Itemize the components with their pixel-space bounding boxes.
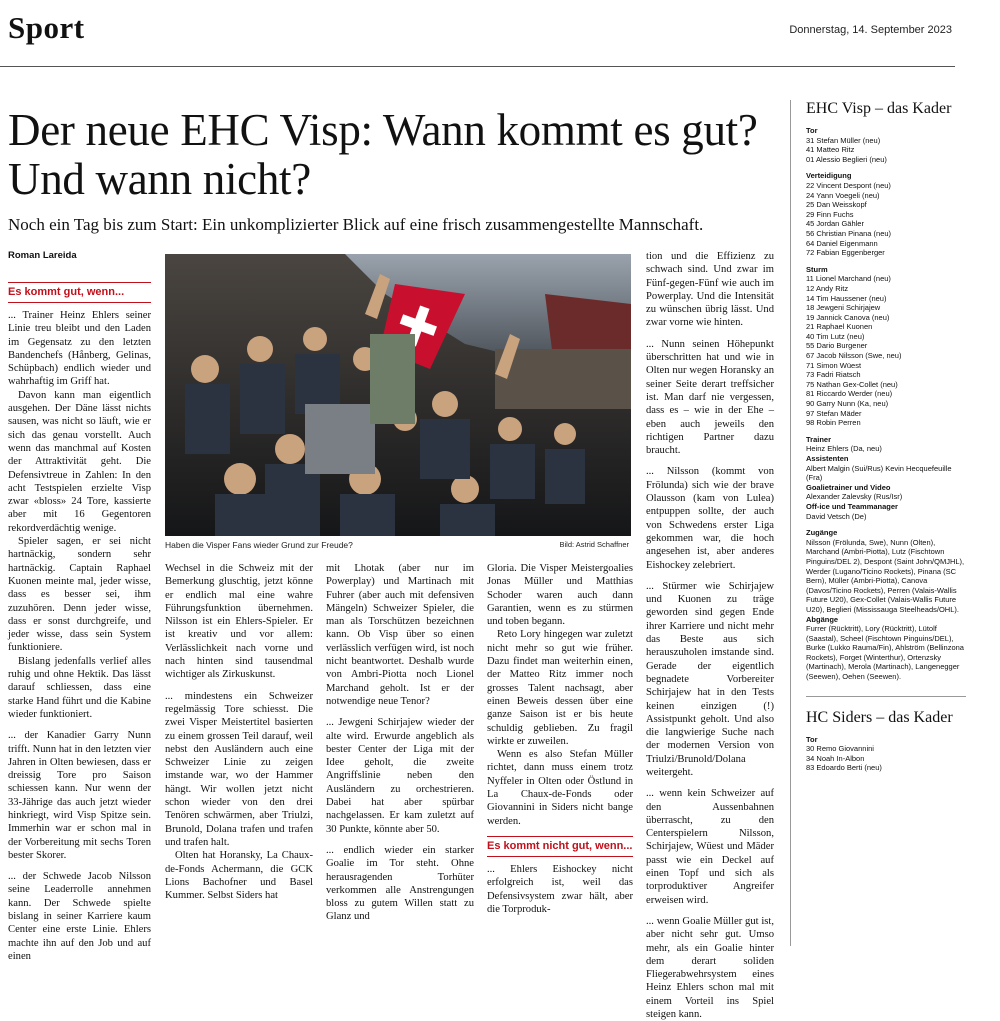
paragraph: ... Ehlers Eishockey nicht erfolgreich ist, weil das Defensivsystem zwar hält, aber die Torproduk-: [487, 863, 633, 915]
list-item: 72 Fabian Eggenberger: [806, 248, 885, 258]
group-title: Abgänge: [806, 614, 839, 624]
paragraph: ... wenn Goalie Müller gut ist, aber nicht sehr gut. Umso mehr, als ein Goalie hinter dem derart soliden Fliegerabwehrsystem eines Heinz Ehlers schon mal mit einem Vorteil ins Spiel steigen kann.: [646, 915, 774, 1021]
transfers-in: [806, 528, 966, 614]
lead-paragraph: Noch ein Tag bis zum Start: Ein unkomplizierter Blick auf eine frisch zusammengestellte Mannschaft.: [8, 215, 704, 234]
roster-group-defense: [806, 171, 966, 257]
list-item: 40 Tim Lutz (neu): [806, 331, 865, 341]
list-item: 83 Edoardo Berti (neu): [806, 763, 882, 773]
article-column-3: [326, 562, 474, 924]
article-column-2: [165, 562, 313, 902]
group-title: Sturm: [806, 264, 828, 274]
kicker-positive: Es kommt gut, wenn...: [8, 282, 151, 303]
paragraph: ... mindestens ein Schweizer regelmässig Tore schiesst. Die zwei Visper Meistertitel basierten zu einem grossen Teil darauf, weil nebst den Ausländern auch eine Schweizer Linie zu zeigen imstande war, wo der Hammer hängt. Wir wollen jetzt nicht schon wieder von den drei Tenören schwärmen, aber Triulzi, Brunold, Dolana trafen und trafen und trafen halt.: [165, 690, 313, 848]
paragraph: tion und die Effizienz zu schwach sind. Und zwar im Fünf-gegen-Fünf wie auch im Powerplay. Und die Intensität zu wünschen übrig lässt. Und zwar vorne wie hinten.: [646, 251, 774, 329]
roster-sidebar: [806, 100, 966, 773]
paragraph: Bislang jedenfalls verlief alles ruhig und ohne Hektik. Das lässt darauf schliessen, dass eine starke Hand führt und die Kabine wieder funktioniert.: [8, 655, 151, 720]
paragraph: Wenn es also Stefan Müller richtet, dann muss einem trotz Nyffeler in Olten oder Östlund in La Chaux-de-Fonds oder Giovannini in Siders nicht bange werden.: [487, 749, 633, 827]
article-column-4: [487, 562, 633, 916]
headline: Der neue EHC Visp: Wann kommt es gut? Und wann nicht?: [8, 105, 758, 204]
staff-text: Alexander Zalevsky (Rus/Isr): [806, 492, 903, 502]
paragraph: Wechsel in die Schweiz mit der Bemerkung gluschtig, jetzt könne er endlich mal eine wahre Führungsfunktion übernehmen. Nilsson ist ein Ehlers-Spieler. Er ist kreativ und vor allem: Verlässlichkeit nach vorne und nach hinten sind tausendmal wichtiger als Zirkuskunst.: [165, 563, 313, 681]
caption-text: Haben die Visper Fans wieder Grund zur Freude?: [165, 540, 353, 550]
list-item: 75 Nathan Gex-Collet (neu): [806, 379, 898, 389]
photo-credit: Bild: Astrid Schaffner: [559, 540, 629, 549]
paragraph: Reto Lory hingegen war zuletzt nicht mehr so gut wie früher. Dazu findet man weiterhin einen, der Matteo Ritz immer noch grosses Talent nachsagt, aber einen Beweis dessen über eine ganze Saison ist er bis heute schuldig geblieben. Zu fragil wirkte er zuweilen.: [487, 629, 633, 747]
group-title: Goalietrainer und Video: [806, 482, 891, 492]
paragraph: ... Stürmer wie Schirjajew und Kuonen zu träge geworden sind gegen Ende ihrer Karriere und nicht mehr das Beste aus sich herauszuholen imstande sind. Gerade der eigentlich begnadete Vorbereiter Schirjajew hat in den Tests keinen einzigen (!) Assistpunkt geholt. Und also die langwierige Suche nach der modernen Version von Triulzi/Brunold/Dolana weitergeht.: [646, 580, 774, 778]
fans-photo: [165, 254, 631, 536]
transfers-out: [806, 615, 966, 682]
list-item: 81 Riccardo Werder (neu): [806, 389, 893, 399]
list-item: 01 Alessio Beglieri (neu): [806, 154, 887, 164]
issue-date: Donnerstag, 14. September 2023: [789, 24, 952, 36]
sidebar-divider: [790, 100, 791, 946]
paragraph: ... wenn kein Schweizer auf den Aussenbahnen überrascht, zu den Centerspielern Nilsson, Schirjajew, Wüest und Mäder passt wie ein Deckel auf einen Topf und sich als torproduktiver Angreifer erweisen wird.: [646, 788, 774, 906]
staff-text: David Vetsch (De): [806, 511, 867, 521]
list-item: 30 Remo Giovannini: [806, 744, 874, 754]
list-item: 55 Dario Burgener: [806, 341, 868, 351]
group-title: Zugänge: [806, 528, 838, 538]
staff-block: [806, 435, 966, 521]
list-item: 21 Raphael Kuonen: [806, 322, 873, 332]
paragraph: ... Nilsson (kommt von Frölunda) sich wie der brave Olausson (kam von Lulea) entpuppen sollte, der auch von Schwedens erster Liga gekommen war, die hoch angesehen ist, aber anderes Eishockey zelebriert.: [646, 466, 774, 571]
list-item: 34 Noah In-Albon: [806, 753, 865, 763]
list-item: 41 Matteo Ritz: [806, 145, 855, 155]
list-item: 45 Jordan Gähler: [806, 219, 864, 229]
paragraph: Olten hat Horansky, La Chaux-de-Fonds Achermann, die GCK Lions Bachofner und Basel Kummer. Selbst Siders hat: [165, 850, 313, 902]
list-item: 25 Dan Weisskopf: [806, 200, 867, 210]
list-item: 56 Christian Pinana (neu): [806, 228, 892, 238]
siders-roster-title: HC Siders – das Kader: [806, 708, 953, 726]
list-item: 14 Tim Haussener (neu): [806, 293, 887, 303]
transfers-text: Nilsson (Frölunda, Swe), Nunn (Olten), Marchand (Ambri-Piotta), Lutz (Fischtown Pinguins/DEL 2), Despont (Saint John/QMJHL), Werder (Lugano/Ticino Rockets), Pinana (SC Bern), Müller (Ambri-Piotta), Canova (Davos/Ticino Rockets), Perren (Valais-Wallis Future U20), Gex-Collet (Valais-Wallis Future U20), Beglieri (Mississauga Steelheads/OHL).: [806, 537, 965, 614]
paragraph: ... der Schwede Jacob Nilsson seine Leaderrolle annehmen kann. Der Schwede spielte bislang in seiner Karriere kaum Center eine erste Linie. Ehlers machte ihn auf den Job und auf einen: [8, 871, 151, 962]
paragraph: ... Trainer Heinz Ehlers seiner Linie treu bleibt und den Laden im Gegensatz zu den letzten Bandenchefs (Hånberg, Gelinas, Schüpbach) endlich wieder und wahrhaftig im Griff hat.: [8, 310, 151, 388]
group-title: Trainer: [806, 434, 832, 444]
author-byline: Roman Lareida: [8, 250, 77, 261]
group-title: Verteidigung: [806, 171, 852, 181]
paragraph: ... der Kanadier Garry Nunn trifft. Nunn hat in den letzten vier Jahren in Olten bewiesen, dass er dreissig Tore pro Saison schiessen kann. Nur wenn der 33-Jährige das auch jetzt wieder hinkriegt, wird Visp Spitze sein. Immerhin war er schon mal in der Vorbereitung mit sechs Toren bester Skorer.: [8, 730, 151, 861]
header-divider: [0, 66, 955, 67]
paragraph: Gloria. Die Visper Meistergoalies Jonas Müller und Matthias Schoder waren auch dann Garantien, wenn es zu stürmen und toben begann.: [487, 563, 633, 628]
group-title: Assistenten: [806, 454, 849, 463]
list-item: 29 Finn Fuchs: [806, 209, 854, 219]
list-item: 11 Lionel Marchand (neu): [806, 274, 891, 284]
roster-group-goalies: [806, 126, 966, 164]
list-item: 12 Andy Ritz: [806, 283, 849, 293]
paragraph: Spieler sagen, er sei nicht hartnäckig, sondern sehr hartnäckig. Captain Raphael Kuonen meinte mal, jeder wisse, dass es besser sei, ihm zuzuhören. Denn jeder wisse, dass er sonst durchgreife, und jeder wisse, dass sein System funktioniere.: [8, 536, 151, 654]
article-column-5: [646, 250, 774, 1021]
list-item: 31 Stefan Müller (neu): [806, 135, 881, 145]
article-column-1: [8, 282, 151, 963]
list-item: 71 Simon Wüest: [806, 360, 862, 370]
kicker-negative: Es kommt nicht gut, wenn...: [487, 836, 633, 857]
staff-text: Albert Malgin (Sui/Rus) Kevin Hecquefeuille (Fra): [806, 463, 952, 483]
group-title: Tor: [806, 126, 818, 135]
section-title: Sport: [8, 10, 85, 45]
list-item: 73 Fadri Riatsch: [806, 370, 861, 380]
list-item: 98 Robin Perren: [806, 418, 861, 428]
list-item: 90 Garry Nunn (Ka, neu): [806, 399, 889, 409]
list-item: 18 Jewgeni Schirjajew: [806, 303, 881, 313]
photo-caption: [165, 540, 631, 550]
paragraph: mit Lhotak (aber nur im Powerplay) und Martinach mit Fuhrer (aber auch mit defensiven Mängeln) Schweizer Spieler, die man als Torschützen bezeichnen kann. Ob Visp über so einen verlässlich verfügen wird, ist noch nicht beantwortet. Deshalb wurde von Ambri-Piotta noch Lionel Marchand geholt. Ist er der notwendige neue Tenor?: [326, 563, 474, 707]
staff-text: Heinz Ehlers (Da, neu): [806, 444, 882, 454]
paragraph: ... Nunn seinen Höhepunkt überschritten hat und wie in Olten nur wegen Horansky an seiner Seite derart treffsicher ist. Man darf nie vergessen, dass es – wie in der Ehe – eben auch jeweils den richtigen Partner dazu braucht.: [646, 338, 774, 457]
list-item: 97 Stefan Mäder: [806, 408, 862, 418]
list-item: 67 Jacob Nilsson (Swe, neu): [806, 351, 902, 361]
group-title: Tor: [806, 734, 818, 744]
transfers-text: Furrer (Rücktritt), Lory (Rücktritt), Lütolf (Saastal), Scheel (Fischtown Pinguins/DEL), Burke (Lukko Rauma/Fin), Ahlström (Bellinzona Rockets), Forget (Winterthur), Ortenzsky (Martinach), Merola (Martinach), Langenegger (Seewen), Oehen (Seewen).: [806, 624, 964, 682]
list-item: 24 Yann Voegeli (neu): [806, 190, 880, 200]
paragraph: ... endlich wieder ein starker Goalie im Tor steht. Ohne herausragenden Torhüter verkommen alle Anstrengungen bloss zu gutem Willen statt zu Glanz und: [326, 844, 474, 923]
visp-roster-title: EHC Visp – das Kader: [806, 100, 952, 117]
paragraph: ... Jewgeni Schirjajew wieder der alte wird. Erwurde angeblich als bester Center der Liga mit der Idee geholt, die zweite Angriffslinie neben den Ausländern zu orchestrieren. Dabei hat aber spürbar nachgelassen. Er kam zuletzt auf 30 Punkte, könnte aber 50.: [326, 717, 474, 835]
list-item: 19 Jannick Canova (neu): [806, 312, 890, 322]
list-item: 22 Vincent Despont (neu): [806, 180, 891, 190]
group-title: Off-ice und Teammanager: [806, 501, 898, 511]
roster-group-forwards: [806, 265, 966, 428]
crowd-image: [165, 254, 631, 536]
siders-block: [806, 696, 966, 773]
paragraph: Davon kann man eigentlich ausgehen. Der Däne lässt nichts sausen, was nicht so läuft, wie er sich das genau vorstellt. Auch wenn das manchmal auf Kosten der Attraktivität geht. Die Defensivtreue in Zahlen: In den acht Testspielen erzielte Visp zwar «bloss» 24 Tore, kassierte aber mit 16 Gegentoren rekordverdächtig wenige.: [8, 389, 151, 534]
list-item: 64 Daniel Eigenmann: [806, 238, 878, 248]
